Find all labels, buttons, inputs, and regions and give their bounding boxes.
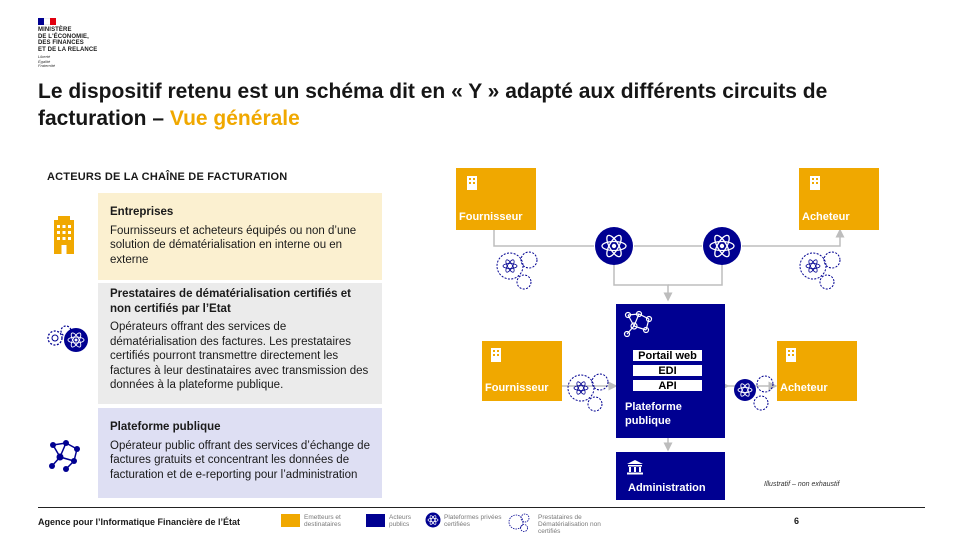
title-main: Le dispositif retenu est un schéma dit en « Y » adapté aux différents circuits de facturation – xyxy=(38,80,828,130)
box-label: Acheteur xyxy=(802,211,850,223)
footer-divider xyxy=(38,507,925,508)
actor-title: Plateforme publique xyxy=(110,421,221,433)
legend-label: Prestataires de Dématérialisation non certifiés xyxy=(538,514,601,535)
box-label: Fournisseur xyxy=(459,211,523,223)
actor-description: Opérateurs offrant des services de dématérialisation des factures. Les prestataires certifiés pourront transmettre directement les factures à leur destinataires avec transmission des données à la plateforme publique. xyxy=(110,321,369,391)
republic-motto xyxy=(38,55,55,69)
slide-title xyxy=(38,78,938,132)
building-icon xyxy=(46,214,82,258)
republique-flag-logo xyxy=(38,18,56,25)
mid-supplier-box xyxy=(482,341,562,401)
channel-api: API xyxy=(632,379,703,392)
motto-line: Fraternité xyxy=(38,63,56,68)
actors-heading: ACTEURS DE LA CHAÎNE DE FACTURATION xyxy=(47,171,288,183)
legend-label: Plateformes privées certifiées xyxy=(444,514,502,528)
building-icon xyxy=(785,346,797,362)
agency-name: Agence pour l’Informatique Financière de l’État xyxy=(38,517,241,527)
top-supplier-box xyxy=(456,168,536,230)
ministry-line: ET DE LA RELANCE xyxy=(38,46,98,53)
actor-card-entreprises xyxy=(98,193,382,280)
building-icon xyxy=(466,174,478,190)
network-icon xyxy=(622,309,656,339)
certified-platform-atom-icon xyxy=(594,226,634,266)
actor-card-prestataires xyxy=(98,283,382,404)
network-icon xyxy=(46,437,84,473)
actor-card-plateforme xyxy=(98,408,382,498)
mid-buyer-box xyxy=(777,341,857,401)
motto-line: Égalité xyxy=(38,58,51,64)
actor-description: Fournisseurs et acheteurs équipés ou non d’une solution de dématérialisation en interne ou en externe xyxy=(110,224,357,266)
mixed-platform-icon xyxy=(733,372,777,412)
actor-title: Entreprises xyxy=(110,206,174,218)
building-icon xyxy=(809,174,821,190)
motto-line: Liberté xyxy=(38,54,51,59)
non-certified-gears-icon xyxy=(797,246,843,292)
page-number: 6 xyxy=(794,516,800,526)
platform-label: Plateforme publique xyxy=(625,401,682,427)
ministry-line: MINISTÈRE xyxy=(38,27,72,33)
ministry-name xyxy=(38,27,97,53)
ministry-line: DE L'ÉCONOMIE, xyxy=(38,33,89,40)
box-label: Fournisseur xyxy=(485,382,549,394)
legend-atom-icon xyxy=(425,512,441,528)
actor-title: Prestataires de dématérialisation certifiés et non certifiés par l’Etat xyxy=(110,288,351,315)
platform-gears-icon xyxy=(46,322,90,356)
channel-edi: EDI xyxy=(632,364,703,377)
public-platform-box xyxy=(616,304,725,438)
box-label: Acheteur xyxy=(780,382,828,394)
administration-box xyxy=(616,452,725,500)
top-buyer-box xyxy=(799,168,879,230)
actor-description: Opérateur public offrant des services d’échange de factures gratuits et concentrant les données de facturation et de e-reporting pour l’administration xyxy=(110,439,370,481)
institution-icon xyxy=(626,459,644,475)
legend-swatch-emitters xyxy=(281,514,300,527)
legend-gears-icon xyxy=(508,512,530,532)
building-icon xyxy=(490,346,502,362)
title-accent: Vue générale xyxy=(169,107,300,130)
admin-label: Administration xyxy=(628,482,706,494)
legend-swatch-public xyxy=(366,514,385,527)
non-certified-gears-icon xyxy=(565,368,611,414)
illustrative-note: Illustratif – non exhaustif xyxy=(764,481,840,488)
channel-web-portal: Portail web xyxy=(632,349,703,362)
non-certified-gears-icon xyxy=(494,246,540,292)
legend-label: Acteurs publics xyxy=(389,514,412,528)
ministry-line: DES FINANCES xyxy=(38,40,84,46)
certified-platform-atom-icon xyxy=(702,226,742,266)
legend-label: Emetteurs et destinataires xyxy=(304,514,341,528)
